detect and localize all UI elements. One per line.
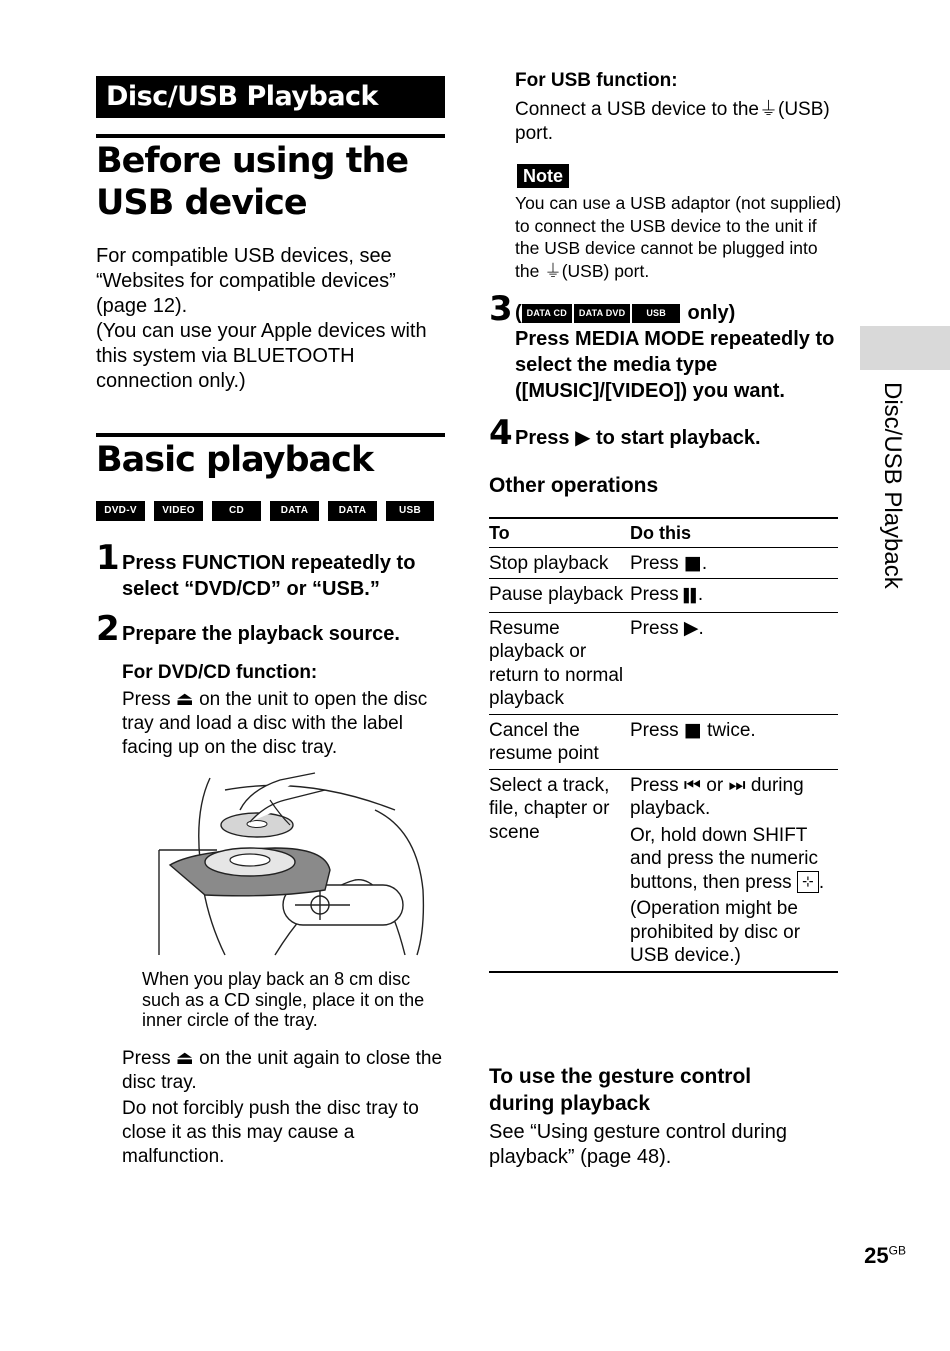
eject-icon: ⏏ (175, 688, 194, 710)
play-icon: ▶ (683, 616, 699, 639)
usb-function-heading: For USB function: (515, 70, 678, 91)
column-header-do-this: Do this (630, 523, 691, 543)
table-row: Pause playback Press ▌▌. (489, 579, 838, 613)
badge-data-cd: DATA CD (270, 501, 319, 521)
badge-data-dvd: DATA DVD (328, 501, 377, 521)
illustration-caption: When you play back an 8 cm disc such as a CD single, place it on the inner circle of the tray. (142, 969, 425, 1030)
dvd-function-text: Press ⏏ on the unit to open the disc tray and load a disc with the label facing up on the disc tray. (122, 688, 428, 758)
apple-para: (You can use your Apple devices with this system via BLUETOOTH connection only.) (96, 320, 427, 392)
table-row: Resume playback or return to normal playback Press ▶. (489, 612, 838, 714)
step-3-text: ( DATA CD DATA DVD USB only) Press MEDIA MODE repeatedly to select the media type ([MUSIC]/[VIDEO]) you want. (515, 300, 840, 404)
heading-rule (96, 134, 445, 138)
step-4-number: 4 (489, 413, 513, 453)
table-row: Cancel the resume point Press ■ twice. (489, 714, 838, 769)
warning-text: Do not forcibly push the disc tray to close it as this may cause a malfunction. (122, 1098, 419, 1167)
disc-tray-illustration (155, 770, 430, 958)
gesture-heading: To use the gesture control during playback (489, 1065, 752, 1115)
play-icon: ▶ (575, 425, 591, 449)
table-header-row (489, 518, 838, 547)
badge-cd: CD (212, 501, 261, 521)
next-icon: ⏭ (728, 773, 746, 796)
previous-icon: ⏮ (683, 773, 701, 796)
badge-usb: USB (632, 304, 680, 323)
table-row: Select a track, file, chapter or scene Press ⏮ or ⏭ during playback. Or, hold down SHIFT and press the numeric buttons, then press ⊹ . (Operation might be prohibited by disc or USB device.) (489, 769, 838, 972)
usb-icon: ⏚ (758, 98, 778, 120)
dvd-function-heading: For DVD/CD function: (122, 662, 318, 683)
usb-function-text: Connect a USB device to the⏚(USB) port. (515, 98, 830, 144)
pause-icon: ▌▌ (683, 589, 698, 604)
page-number: $25^{GB}$ (864, 1243, 906, 1268)
enter-key-icon: ⊹ (797, 871, 819, 893)
media-badges (96, 501, 434, 536)
table-row: Stop playback Press ■. (489, 547, 838, 579)
badge-dvd-v: DVD-V (96, 501, 145, 521)
note-text: You can use a USB adaptor (not supplied) to connect the USB device to the unit if the USB device cannot be plugged into the ⏚(USB) port. (515, 193, 842, 282)
badge-video-cd: VIDEO CD (154, 501, 203, 521)
step-1-number: 1 (96, 538, 120, 578)
close-tray-text: Press ⏏ on the unit again to close the disc tray. (122, 1047, 443, 1093)
note-label: Note (517, 164, 569, 188)
badge-data-dvd: DATA DVD (574, 304, 630, 323)
stop-icon: ■ (683, 718, 702, 741)
step-2-number: 2 (96, 609, 120, 649)
eject-icon: ⏏ (175, 1047, 194, 1069)
other-operations-heading: Other operations (489, 474, 659, 497)
heading-rule (96, 433, 445, 437)
gesture-text: See “Using gesture control during playback” (page 48). (489, 1121, 787, 1168)
stop-icon: ■ (683, 551, 702, 574)
operations-table (489, 517, 838, 973)
before-usb-text (96, 244, 441, 394)
section-banner: Disc/USB Playback (96, 76, 445, 118)
step-1-text: Press FUNCTION repeatedly to select “DVD/CD” or “USB.” (122, 552, 416, 600)
step-3-number: 3 (489, 289, 513, 329)
compat-para: For compatible USB devices, see “Websites for compatible devices” (page 12). (96, 245, 396, 317)
step-2-text: Prepare the playback source. (122, 623, 400, 645)
side-tab-marker (860, 326, 950, 370)
step-4-text: Press ▶ to start playback. (515, 425, 761, 449)
usb-icon: ⏚ (544, 261, 562, 282)
column-header-to: To (489, 523, 510, 543)
badge-data-cd: DATA CD (522, 304, 572, 323)
side-tab-label: Disc/USB Playback (879, 382, 906, 589)
before-usb-heading: Before using the USB device (96, 141, 409, 223)
step-3-instruction: Press MEDIA MODE repeatedly to select the media type ([MUSIC]/[VIDEO]) you want. (515, 328, 835, 402)
badge-usb: USB (386, 501, 434, 521)
basic-playback-heading: Basic playback (96, 440, 374, 480)
